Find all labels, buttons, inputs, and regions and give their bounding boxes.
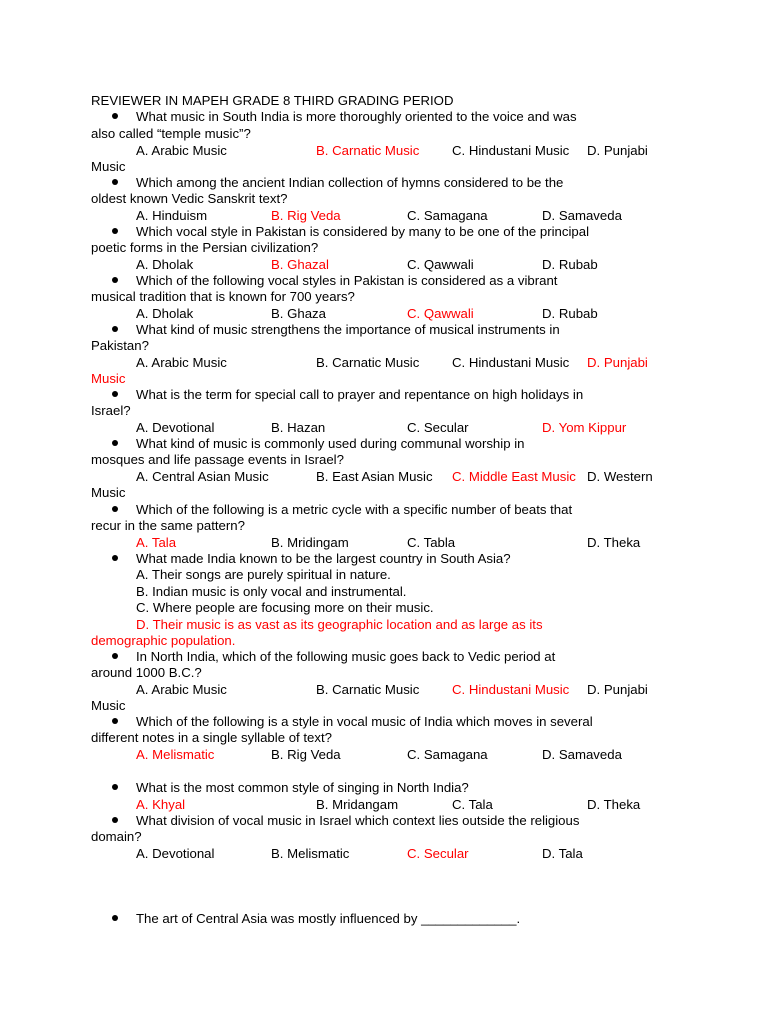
question-text: What division of vocal music in Israel which context lies outside the religious — [136, 813, 580, 828]
bullet — [112, 228, 118, 234]
question-text: Which vocal style in Pakistan is considered by many to be one of the principal — [136, 224, 590, 239]
option-a-correct: A. Melismatic — [136, 747, 215, 762]
option-a: A. Arabic Music — [136, 143, 227, 158]
question-text: mosques and life passage events in Israel? — [91, 452, 344, 467]
question-text: Which of the following is a metric cycle with a specific number of beats that — [136, 502, 573, 517]
page-title: REVIEWER IN MAPEH GRADE 8 THIRD GRADING PERIOD — [91, 93, 454, 108]
option-c-correct: C. Qawwali — [407, 306, 474, 321]
option-d: D. Rubab — [542, 257, 598, 272]
question-text: poetic forms in the Persian civilization? — [91, 240, 319, 255]
option-b: B. Hazan — [271, 420, 326, 435]
option-a: A. Dholak — [136, 257, 194, 272]
option-d-correct: Music — [91, 371, 126, 386]
option-c: C. Hindustani Music — [452, 143, 570, 158]
bullet — [112, 391, 118, 397]
option-d: D. Tala — [542, 846, 583, 861]
option-a: A. Devotional — [136, 846, 215, 861]
bullet — [112, 653, 118, 659]
option-d: D. Theka — [587, 535, 641, 550]
bullet — [112, 784, 118, 790]
question-text: Israel? — [91, 403, 131, 418]
option-b: B. Indian music is only vocal and instrumental. — [136, 584, 407, 599]
option-d: Music — [91, 698, 126, 713]
option-c: C. Secular — [407, 420, 469, 435]
question-text: oldest known Vedic Sanskrit text? — [91, 191, 288, 206]
question-text: What music in South India is more thoroughly oriented to the voice and was — [136, 109, 577, 124]
option-b: B. Melismatic — [271, 846, 350, 861]
option-b: B. Carnatic Music — [316, 682, 420, 697]
option-b: B. Mridingam — [271, 535, 349, 550]
option-c: C. Hindustani Music — [452, 355, 570, 370]
option-b-correct: B. Rig Veda — [271, 208, 341, 223]
bullet — [112, 440, 118, 446]
option-d-correct: demographic population. — [91, 633, 236, 648]
option-c: C. Tala — [452, 797, 493, 812]
bullet — [112, 506, 118, 512]
option-a: A. Central Asian Music — [136, 469, 269, 484]
option-b: B. Carnatic Music — [316, 355, 420, 370]
option-c: C. Qawwali — [407, 257, 474, 272]
option-b-correct: B. Ghazal — [271, 257, 329, 272]
option-d: D. Rubab — [542, 306, 598, 321]
question-text: What is the most common style of singing in North India? — [136, 780, 469, 795]
option-b: B. Ghaza — [271, 306, 326, 321]
option-a: A. Dholak — [136, 306, 194, 321]
question-text: What kind of music strengthens the importance of musical instruments in — [136, 322, 560, 337]
option-c: C. Samagana — [407, 747, 488, 762]
question-text: Which of the following vocal styles in Pakistan is considered as a vibrant — [136, 273, 558, 288]
bullet — [112, 718, 118, 724]
option-a: A. Devotional — [136, 420, 215, 435]
option-d: D. Samaveda — [542, 208, 622, 223]
option-c: C. Samagana — [407, 208, 488, 223]
question-text: different notes in a single syllable of text? — [91, 730, 332, 745]
question-text: Pakistan? — [91, 338, 149, 353]
option-b: B. Mridangam — [316, 797, 399, 812]
option-c-correct: C. Hindustani Music — [452, 682, 570, 697]
option-c: C. Where people are focusing more on their music. — [136, 600, 434, 615]
bullet — [112, 817, 118, 823]
bullet — [112, 915, 118, 921]
option-d-correct: D. Yom Kippur — [542, 420, 627, 435]
question-text: What is the term for special call to prayer and repentance on high holidays in — [136, 387, 584, 402]
question-text: domain? — [91, 829, 142, 844]
option-d: D. Punjabi — [587, 682, 648, 697]
option-d: Music — [91, 485, 126, 500]
option-d-correct: D. Punjabi — [587, 355, 648, 370]
bullet — [112, 277, 118, 283]
option-a: A. Arabic Music — [136, 355, 227, 370]
question-text: Which among the ancient Indian collection of hymns considered to be the — [136, 175, 564, 190]
option-a-correct: A. Khyal — [136, 797, 186, 812]
option-d: D. Punjabi — [587, 143, 648, 158]
option-b-correct: B. Carnatic Music — [316, 143, 420, 158]
option-c: C. Tabla — [407, 535, 456, 550]
question-text: The art of Central Asia was mostly influenced by _____________. — [136, 911, 521, 926]
question-text: Which of the following is a style in vocal music of India which moves in several — [136, 714, 593, 729]
option-a: A. Their songs are purely spiritual in nature. — [136, 567, 391, 582]
option-d: D. Theka — [587, 797, 641, 812]
question-text: In North India, which of the following music goes back to Vedic period at — [136, 649, 556, 664]
option-c-correct: C. Secular — [407, 846, 469, 861]
question-text: musical tradition that is known for 700 years? — [91, 289, 355, 304]
question-text: around 1000 B.C.? — [91, 665, 202, 680]
question-text: also called “temple music”? — [91, 126, 251, 141]
option-a: A. Hinduism — [136, 208, 208, 223]
question-text: recur in the same pattern? — [91, 518, 245, 533]
option-b: B. East Asian Music — [316, 469, 433, 484]
option-d-correct: D. Their music is as vast as its geographic location and as large as its — [136, 617, 543, 632]
option-d: D. Samaveda — [542, 747, 622, 762]
question-text: What kind of music is commonly used during communal worship in — [136, 436, 525, 451]
option-a: A. Arabic Music — [136, 682, 227, 697]
option-d: D. Western — [587, 469, 653, 484]
option-c-correct: C. Middle East Music — [452, 469, 576, 484]
option-b: B. Rig Veda — [271, 747, 341, 762]
question-text: What made India known to be the largest country in South Asia? — [136, 551, 511, 566]
bullet — [112, 555, 118, 561]
option-d: Music — [91, 159, 126, 174]
bullet — [112, 113, 118, 119]
bullet — [112, 179, 118, 185]
bullet — [112, 326, 118, 332]
option-a-correct: A. Tala — [136, 535, 177, 550]
